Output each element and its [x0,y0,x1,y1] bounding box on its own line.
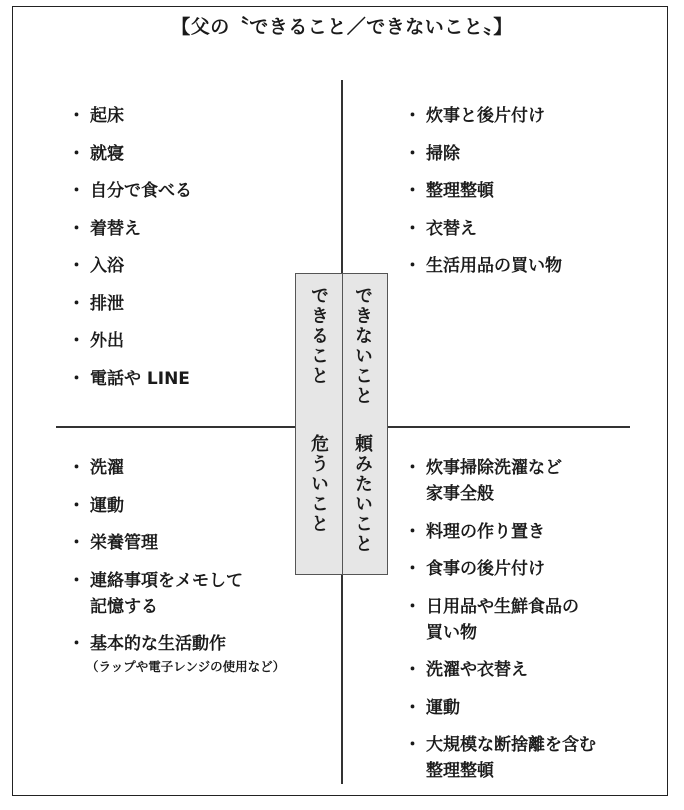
list-item [410,141,562,167]
list-item-text: 電話や LINE [90,368,190,389]
list-item-text: 就寝 [90,143,124,164]
list-item-text-line2: 記憶する [90,596,158,617]
list-item-text: 基本的な生活動作 [90,634,226,654]
list-item [74,328,192,354]
quadrant-want-help-list [410,455,596,796]
quadrant-can-list [74,103,192,403]
list-item [74,216,192,242]
list-item-text: 入浴 [90,256,124,276]
list-item [410,556,596,582]
label-cannot: できないこと [352,286,373,406]
list-item [410,253,562,279]
list-item [410,519,596,545]
label-risky: 危ういこと [308,434,329,534]
list-item-text: 日用品や生鮮食品の [426,596,579,617]
label-can: できること [308,286,329,386]
list-item [410,594,596,646]
list-item [74,141,192,167]
list-item-text: 整理整頓 [426,181,494,201]
label-want-help: 頼みたいこと [352,434,373,554]
list-item-text: 生活用品の買い物 [426,256,562,276]
list-item-text: 運動 [90,495,124,516]
list-item-text: 大規模な断捨離を含む [426,735,596,755]
list-item [74,103,192,129]
list-item-text: 炊事と後片付け [426,106,545,126]
list-item-text: 自分で食べる [90,181,192,201]
list-item-text: 起床 [90,106,124,126]
list-item [74,530,285,556]
label-box-divider [342,274,343,574]
diagram-title: 【父の〝できること／できないこと〟】 [171,16,513,38]
list-item-text: 栄養管理 [90,533,158,553]
list-item [74,493,285,519]
list-item-text: 運動 [426,697,460,718]
list-item [410,695,596,721]
list-item [74,568,285,620]
list-item [74,253,192,279]
quadrant-risky-list [74,455,285,689]
list-item [74,631,285,677]
list-item-text-line2: 整理整頓 [426,761,494,781]
list-item [410,216,562,242]
list-item [410,657,596,683]
list-item-text: 料理の作り置き [426,521,545,542]
list-item [74,455,285,481]
list-item-text: 掃除 [426,143,460,164]
list-item [410,455,596,507]
list-item-text-line2: 買い物 [426,622,477,643]
list-item [410,178,562,204]
list-item [410,103,562,129]
quadrant-label-box [295,273,388,575]
quadrant-cannot-list [410,103,562,291]
list-item-note: （ラップや電子レンジの使用など） [86,659,286,674]
list-item-text: 洗濯 [90,458,124,478]
list-item-text: 外出 [90,331,124,351]
list-item-text: 連絡事項をメモして [90,570,243,591]
list-item [410,732,596,784]
list-item-text: 衣替え [426,218,477,239]
list-item [74,291,192,317]
list-item-text-line2: 家事全般 [426,484,494,504]
list-item-text: 排泄 [90,293,124,314]
list-item-text: 炊事掃除洗濯など [426,458,562,478]
list-item-text: 洗濯や衣替え [426,660,528,680]
list-item [74,366,192,392]
list-item-text: 着替え [90,218,141,239]
list-item-text: 食事の後片付け [426,559,545,579]
list-item [74,178,192,204]
